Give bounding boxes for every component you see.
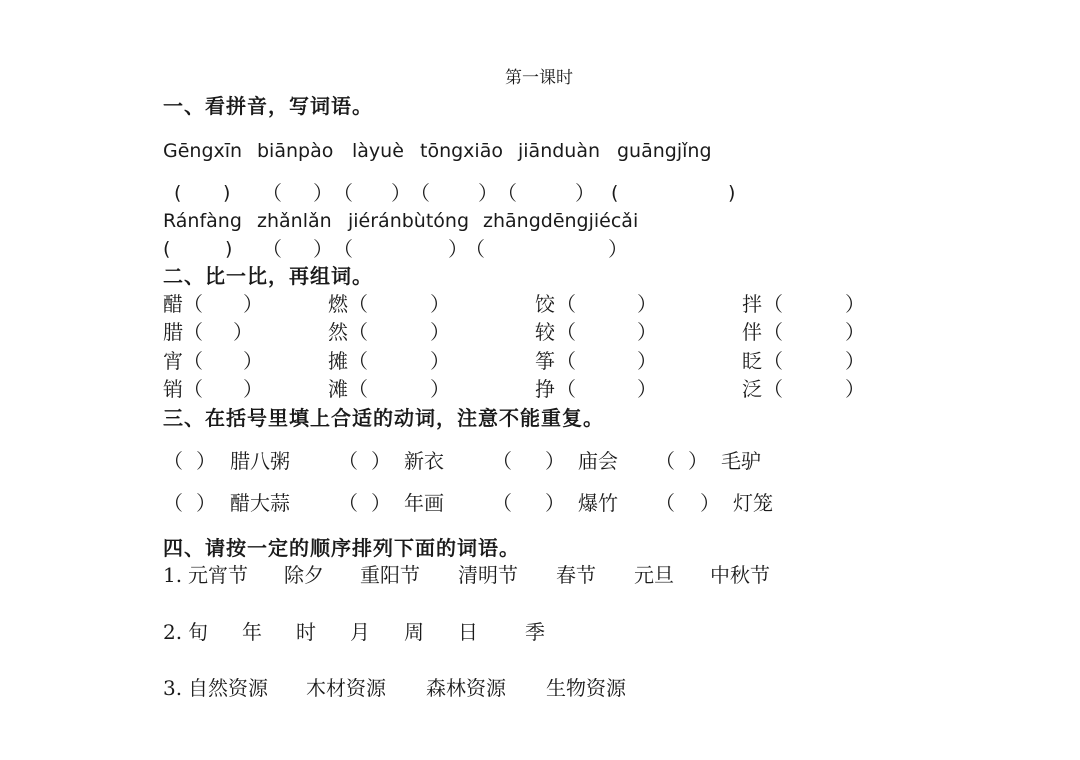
- blank-open: （: [556, 377, 576, 401]
- blank-open: （: [763, 377, 783, 401]
- blank-open: （: [465, 237, 485, 261]
- blank-close: ）: [637, 349, 657, 373]
- fill-verb-word: 新衣: [404, 449, 444, 473]
- blank-open: (: [611, 182, 619, 204]
- order-word: 季: [525, 620, 545, 644]
- compare-char: 拌: [742, 292, 762, 316]
- blank-open: （: [492, 449, 512, 473]
- blank-open: （: [556, 292, 576, 316]
- order-word: 森林资源: [426, 676, 506, 700]
- pinyin-word: guāngjǐng: [617, 140, 712, 162]
- order-word: 中秋节: [710, 563, 770, 587]
- blank-close: ）: [243, 377, 263, 401]
- blank-open: （: [348, 292, 368, 316]
- blank-close: ）: [196, 491, 216, 515]
- order-word: 年: [242, 620, 262, 644]
- pinyin-word: Gēngxīn: [163, 140, 243, 162]
- blank-close: ）: [688, 449, 708, 473]
- blank-close: ）: [313, 181, 333, 205]
- blank-open: （: [348, 320, 368, 344]
- blank-open: （: [497, 181, 517, 205]
- blank-open: （: [338, 491, 358, 515]
- blank-close: ）: [448, 237, 468, 261]
- compare-char: 饺: [535, 292, 555, 316]
- blank-close: ）: [637, 292, 657, 316]
- compare-char: 较: [535, 320, 555, 344]
- compare-char: 筝: [535, 349, 555, 373]
- blank-close: ）: [371, 449, 391, 473]
- blank-close: ）: [243, 292, 263, 316]
- blank-open: （: [655, 491, 675, 515]
- order-word: 重阳节: [360, 563, 420, 587]
- order-word: 除夕: [284, 563, 324, 587]
- blank-close: ）: [430, 292, 450, 316]
- order-item-number: 3.: [163, 676, 183, 700]
- blank-open: （: [655, 449, 675, 473]
- order-word: 元宵节: [188, 563, 248, 587]
- section3-heading: 三、在括号里填上合适的动词，注意不能重复。: [163, 406, 604, 430]
- blank-close: ）: [845, 349, 865, 373]
- blank-close: ）: [371, 491, 391, 515]
- blank-close: ）: [430, 349, 450, 373]
- pinyin-word: jiānduàn: [518, 140, 601, 162]
- order-word: 自然资源: [188, 676, 268, 700]
- blank-close: ): [223, 182, 231, 204]
- fill-verb-word: 爆竹: [578, 491, 618, 515]
- blank-open: （: [338, 449, 358, 473]
- compare-char: 滩: [328, 377, 348, 401]
- blank-close: ): [225, 238, 233, 260]
- blank-close: ）: [233, 320, 253, 344]
- fill-verb-word: 年画: [404, 491, 444, 515]
- pinyin-word: Ránfàng: [163, 210, 242, 232]
- blank-open: (: [163, 238, 171, 260]
- fill-verb-word: 庙会: [578, 449, 618, 473]
- compare-char: 伴: [742, 320, 762, 344]
- pinyin-word: tōngxiāo: [420, 140, 503, 162]
- blank-open: （: [183, 292, 203, 316]
- order-word: 元旦: [634, 563, 674, 587]
- pinyin-word: jiéránbùtóng: [348, 210, 470, 232]
- compare-char: 宵: [163, 349, 183, 373]
- pinyin-word: biānpào: [257, 140, 334, 162]
- order-word: 旬: [188, 620, 208, 644]
- blank-close: ）: [637, 377, 657, 401]
- blank-close: ）: [196, 449, 216, 473]
- section1-heading: 一、看拼音，写词语。: [163, 94, 373, 118]
- blank-close: ）: [575, 181, 595, 205]
- compare-char: 然: [328, 320, 348, 344]
- order-word: 时: [296, 620, 316, 644]
- compare-char: 摊: [328, 349, 348, 373]
- compare-char: 醋: [163, 292, 183, 316]
- blank-open: （: [763, 349, 783, 373]
- blank-close: ）: [545, 449, 565, 473]
- blank-open: （: [492, 491, 512, 515]
- blank-close: ): [728, 182, 736, 204]
- fill-verb-word: 腊八粥: [230, 449, 290, 473]
- order-item-number: 2.: [163, 620, 183, 644]
- order-word: 清明节: [458, 563, 518, 587]
- blank-close: ）: [845, 377, 865, 401]
- fill-verb-word: 灯笼: [733, 491, 773, 515]
- blank-close: ）: [313, 237, 333, 261]
- order-word: 春节: [556, 563, 596, 587]
- blank-open: （: [763, 320, 783, 344]
- blank-open: （: [556, 320, 576, 344]
- blank-close: ）: [478, 181, 498, 205]
- compare-char: 泛: [742, 377, 762, 401]
- order-word: 生物资源: [546, 676, 626, 700]
- fill-verb-word: 毛驴: [721, 449, 761, 473]
- blank-open: （: [183, 320, 203, 344]
- blank-open: （: [348, 349, 368, 373]
- blank-open: （: [556, 349, 576, 373]
- blank-close: ）: [391, 181, 411, 205]
- blank-open: （: [183, 377, 203, 401]
- order-word: 木材资源: [306, 676, 386, 700]
- order-word: 周: [404, 620, 424, 644]
- blank-close: ）: [700, 491, 720, 515]
- blank-close: ）: [430, 377, 450, 401]
- blank-open: （: [163, 491, 183, 515]
- blank-close: ）: [608, 237, 628, 261]
- page-title: 第一课时: [505, 68, 573, 88]
- blank-open: （: [262, 237, 282, 261]
- blank-open: （: [262, 181, 282, 205]
- blank-open: （: [163, 449, 183, 473]
- blank-open: （: [348, 377, 368, 401]
- order-word: 日: [458, 620, 478, 644]
- compare-char: 销: [163, 377, 183, 401]
- pinyin-word: làyuè: [352, 140, 404, 162]
- compare-char: 眨: [742, 349, 762, 373]
- blank-open: （: [410, 181, 430, 205]
- blank-open: （: [333, 181, 353, 205]
- blank-close: ）: [243, 349, 263, 373]
- order-word: 月: [350, 620, 370, 644]
- fill-verb-word: 醋大蒜: [230, 491, 290, 515]
- order-item-number: 1.: [163, 563, 183, 587]
- section4-heading: 四、请按一定的顺序排列下面的词语。: [163, 536, 520, 560]
- compare-char: 燃: [328, 292, 348, 316]
- blank-close: ）: [545, 491, 565, 515]
- blank-close: ）: [845, 320, 865, 344]
- pinyin-word: zhǎnlǎn: [257, 210, 332, 232]
- blank-close: ）: [637, 320, 657, 344]
- blank-open: （: [183, 349, 203, 373]
- section2-heading: 二、比一比，再组词。: [163, 264, 373, 288]
- compare-char: 挣: [535, 377, 555, 401]
- compare-char: 腊: [163, 320, 183, 344]
- pinyin-word: zhāngdēngjiécǎi: [483, 210, 639, 232]
- blank-open: （: [333, 237, 353, 261]
- blank-close: ）: [845, 292, 865, 316]
- blank-close: ）: [430, 320, 450, 344]
- blank-open: (: [174, 182, 182, 204]
- blank-open: （: [763, 292, 783, 316]
